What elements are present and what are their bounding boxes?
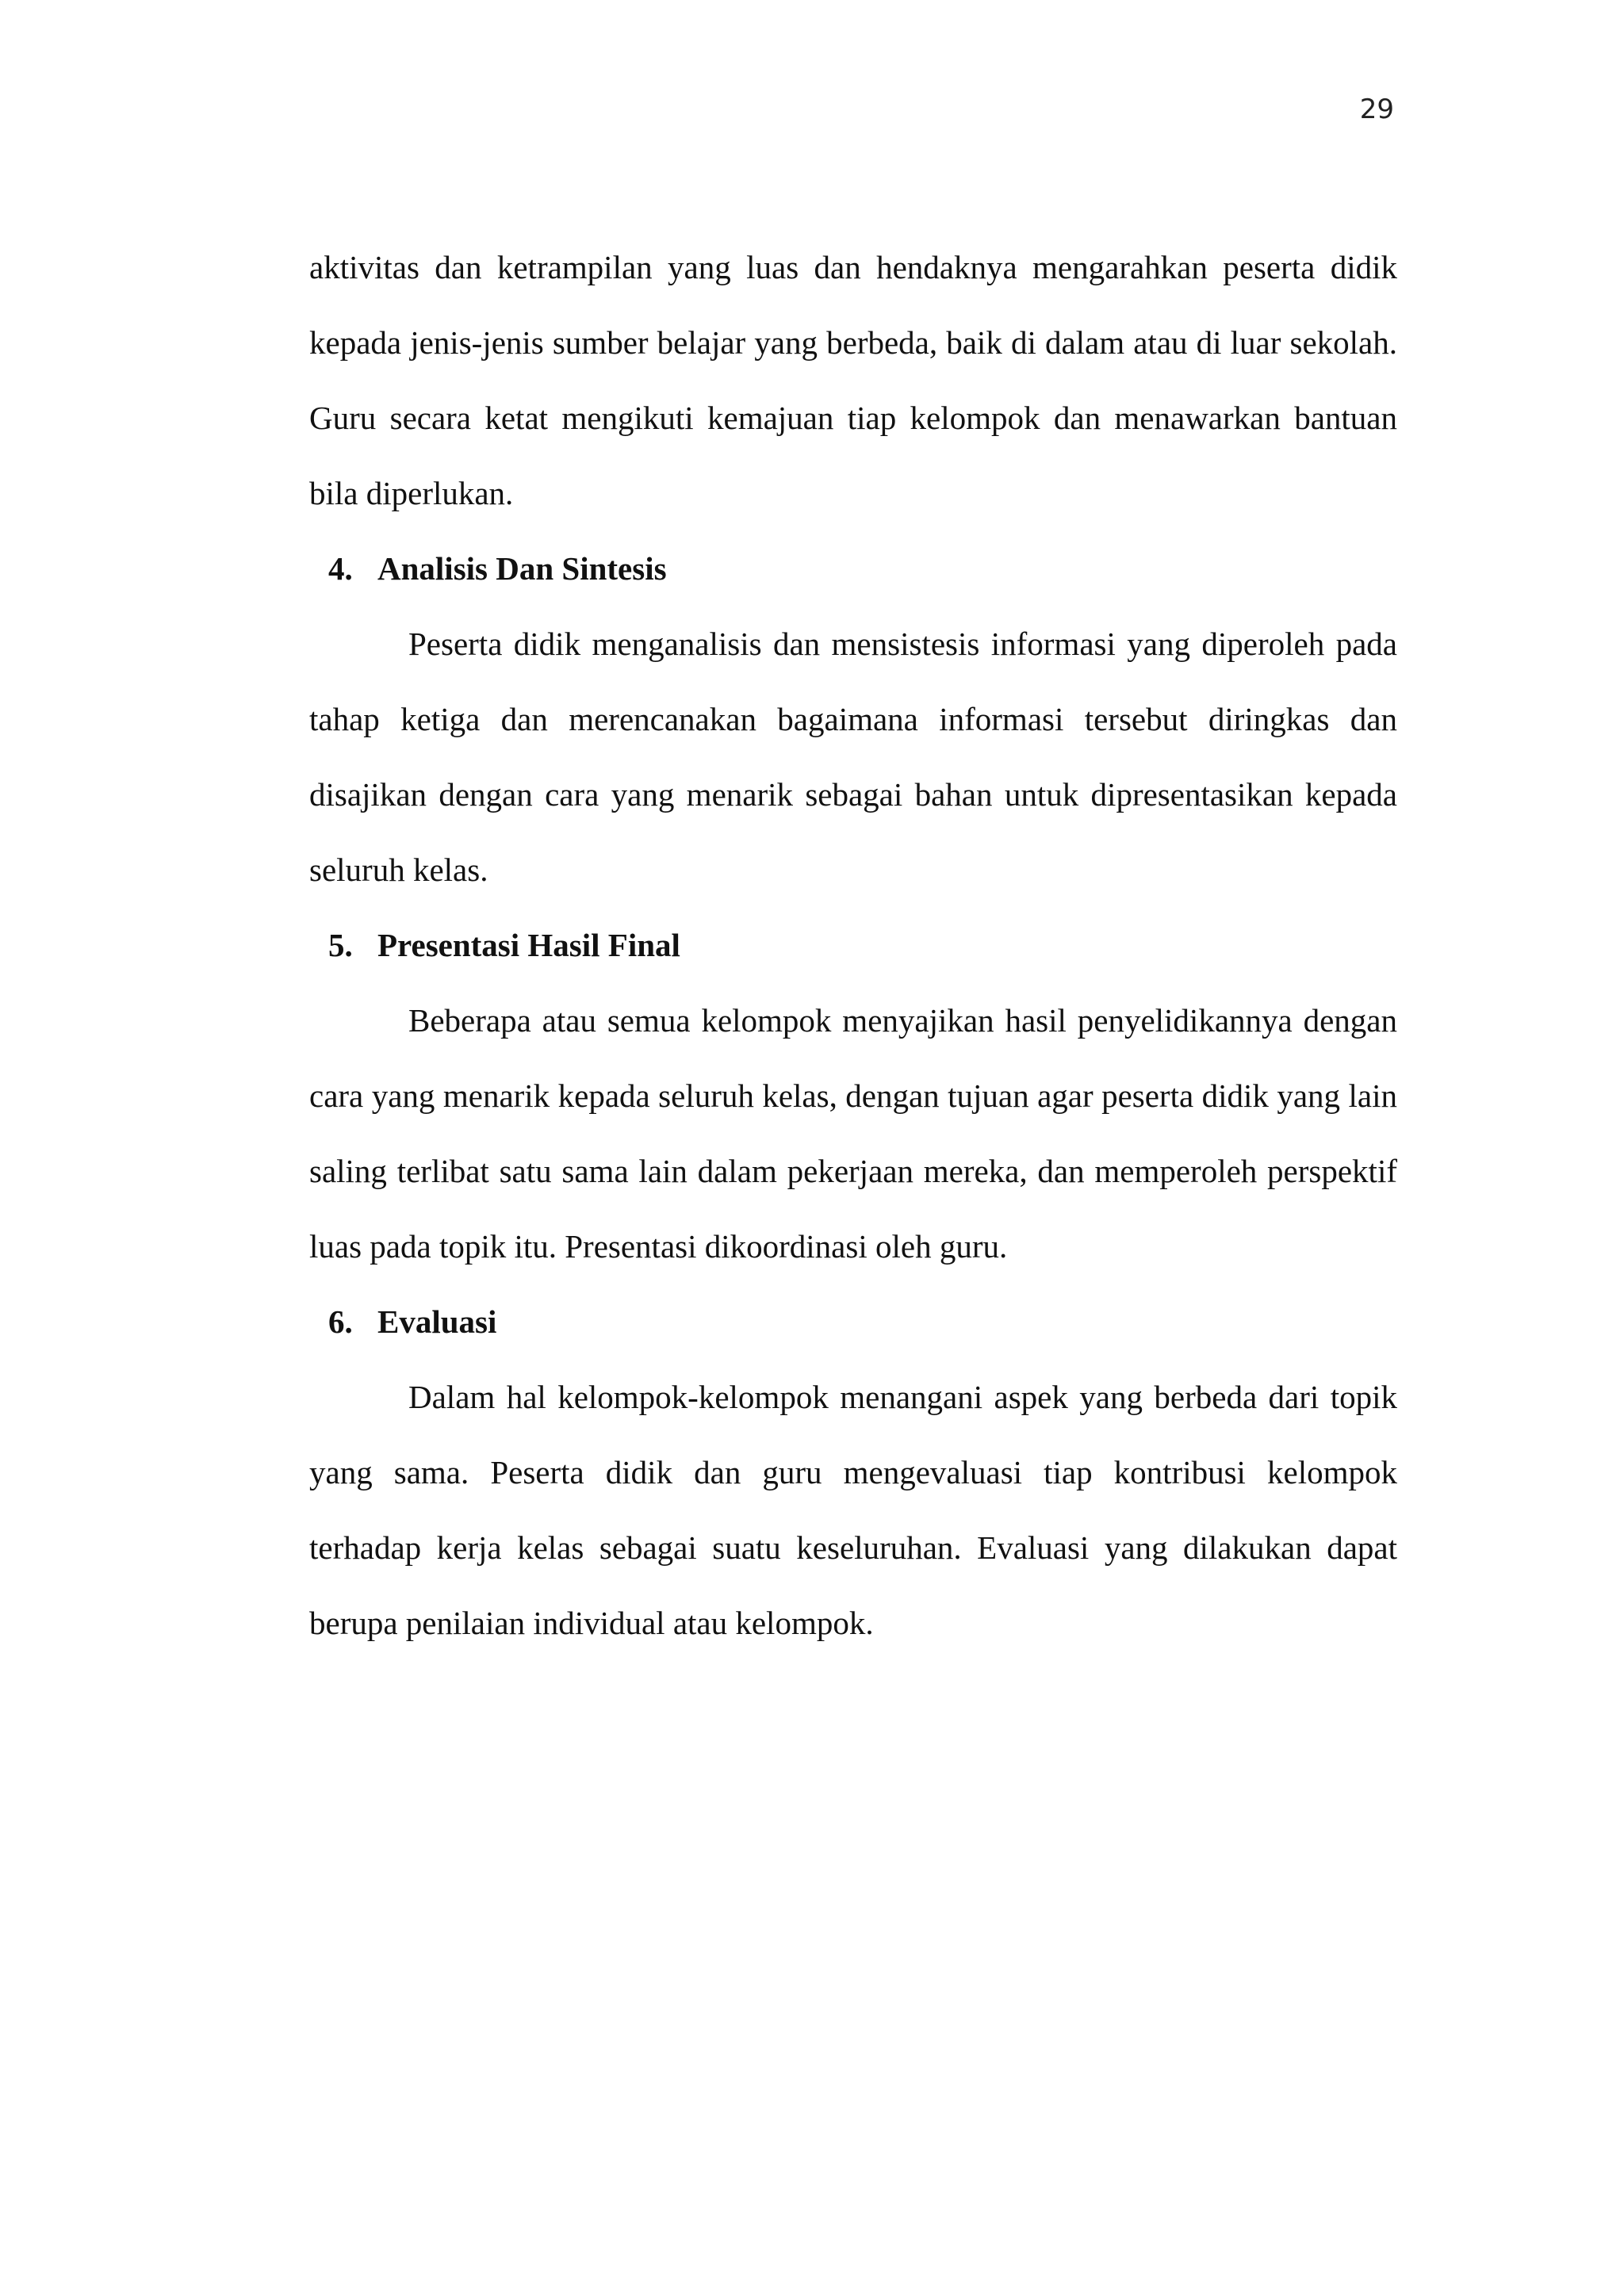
section-heading-evaluasi xyxy=(309,1284,1397,1360)
section-paragraph-presentasi: Beberapa atau semua kelompok menyajikan hasil penyelidikannya dengan cara yang menarik kepada seluruh kelas, dengan tujuan agar peserta didik yang lain saling terlibat satu sama lain dalam pekerjaan mereka, dan memperoleh perspektif luas pada topik itu. Presentasi dikoordinasi oleh guru. xyxy=(309,1002,1397,1265)
section-paragraph-analisis: Peserta didik menganalisis dan mensistesis informasi yang diperoleh pada tahap ketiga dan merencanakan bagaimana informasi tersebut diringkas dan disajikan dengan cara yang menarik sebagai bahan untuk dipresentasikan kepada seluruh kelas. xyxy=(309,626,1397,888)
document-body xyxy=(309,230,1397,1661)
section-paragraph-evaluasi: Dalam hal kelompok-kelompok menangani aspek yang berbeda dari topik yang sama. Peserta didik dan guru mengevaluasi tiap kontribusi kelompok terhadap kerja kelas sebagai suatu keseluruhan. Evaluasi yang dilakukan dapat berupa penilaian individual atau kelompok. xyxy=(309,1379,1397,1641)
section-number: 6. xyxy=(328,1303,353,1340)
section-title: Analisis Dan Sintesis xyxy=(377,550,667,587)
section-number: 5. xyxy=(328,927,353,963)
intro-paragraph: aktivitas dan ketrampilan yang luas dan hendaknya mengarahkan peserta didik kepada jenis-jenis sumber belajar yang berbeda, baik di dalam atau di luar sekolah. Guru secara ketat mengikuti kemajuan tiap kelompok dan menawarkan bantuan bila diperlukan. xyxy=(309,249,1397,511)
section-heading-presentasi xyxy=(309,908,1397,983)
section-number: 4. xyxy=(328,550,353,587)
section-title: Presentasi Hasil Final xyxy=(377,927,680,963)
page-number: 29 xyxy=(1359,94,1394,125)
section-heading-analisis xyxy=(309,531,1397,607)
section-title: Evaluasi xyxy=(377,1303,497,1340)
